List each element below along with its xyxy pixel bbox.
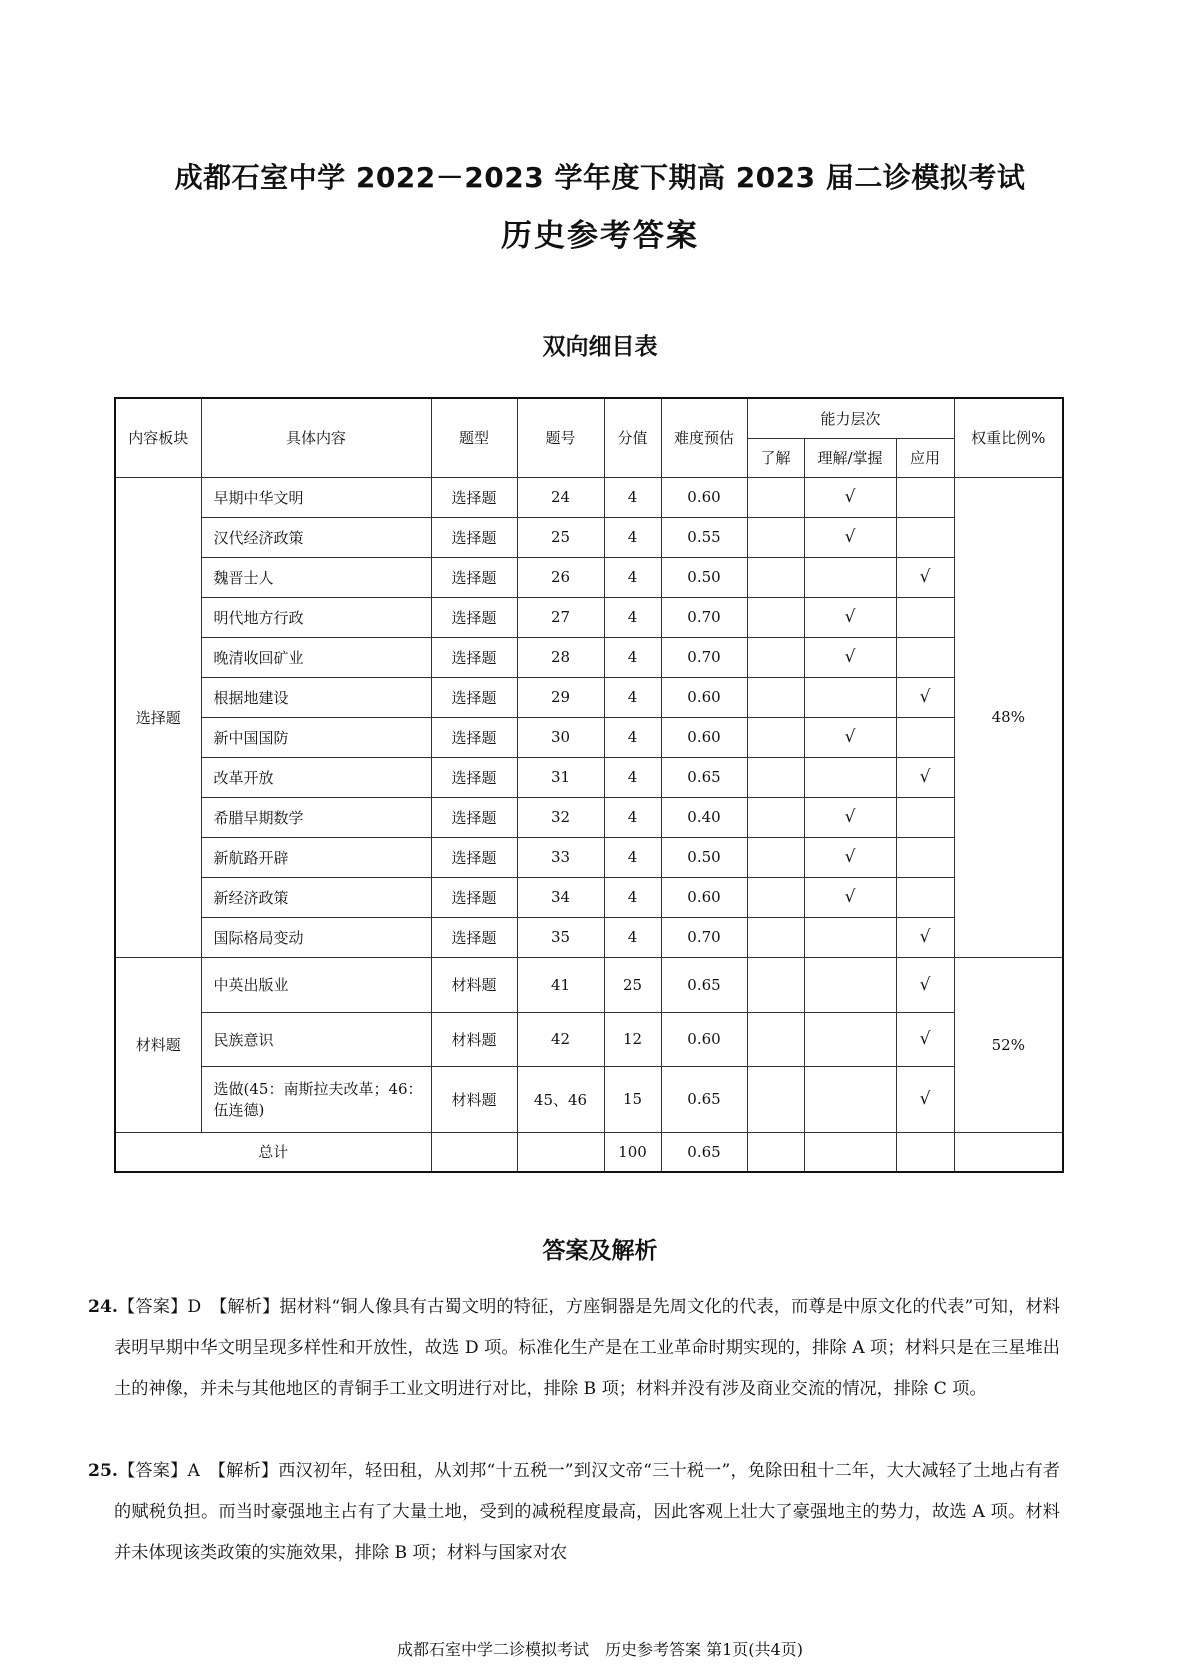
number-cell: 26	[517, 557, 604, 597]
answers-title: 答案及解析	[542, 1238, 658, 1264]
understand-check	[804, 757, 896, 797]
understand-check: √	[804, 517, 896, 557]
apply-check: √	[896, 1066, 954, 1132]
know-cell	[747, 1012, 804, 1066]
header-ability-understand: 理解/掌握	[804, 438, 896, 477]
know-cell	[747, 517, 804, 557]
apply-check	[896, 797, 954, 837]
number-cell: 30	[517, 717, 604, 757]
header-ability-apply: 应用	[896, 438, 954, 477]
score-cell: 4	[604, 917, 661, 957]
table-row	[115, 797, 1063, 837]
header-type: 题型	[431, 398, 517, 477]
know-cell	[747, 597, 804, 637]
understand-check	[804, 957, 896, 1012]
type-cell: 选择题	[431, 557, 517, 597]
table-row	[115, 837, 1063, 877]
exam-title: 成都石室中学 2022－2023 学年度下期高 2023 届二诊模拟考试	[174, 161, 1026, 194]
content-cell: 晚清收回矿业	[201, 637, 431, 677]
know-cell	[747, 957, 804, 1012]
difficulty-cell: 0.60	[661, 477, 747, 517]
answer-text: 【答案】D 【解析】据材料“铜人像具有古蜀文明的特征，方座铜器是先周文化的代表，而尊是中原文化的代表”可知，材料表明早期中华文明呈现多样性和开放性，故选 D 项。标准化生产是在工业革命时期实现的，排除 A 项；材料只是在三星堆出土的神像，并未与其他地区的青铜手工业文明进行对比，排除 B 项；材料并没有涉及商业交流的情况，排除 C 项。	[114, 1297, 1060, 1399]
score-cell: 4	[604, 557, 661, 597]
type-cell: 选择题	[431, 637, 517, 677]
type-cell: 材料题	[431, 1012, 517, 1066]
apply-check	[896, 877, 954, 917]
know-cell	[747, 477, 804, 517]
content-cell: 魏晋士人	[201, 557, 431, 597]
difficulty-cell: 0.60	[661, 1012, 747, 1066]
table-row	[115, 757, 1063, 797]
score-cell: 4	[604, 837, 661, 877]
table-row	[115, 717, 1063, 757]
understand-check: √	[804, 837, 896, 877]
content-cell: 国际格局变动	[201, 917, 431, 957]
difficulty-cell: 0.60	[661, 717, 747, 757]
apply-check	[896, 637, 954, 677]
score-cell: 12	[604, 1012, 661, 1066]
understand-check: √	[804, 637, 896, 677]
understand-check	[804, 917, 896, 957]
content-cell: 民族意识	[201, 1012, 431, 1066]
type-cell: 材料题	[431, 957, 517, 1012]
type-cell: 选择题	[431, 677, 517, 717]
answer-25	[88, 1451, 1060, 1574]
understand-check	[804, 1066, 896, 1132]
score-cell: 4	[604, 877, 661, 917]
understand-check: √	[804, 477, 896, 517]
apply-check: √	[896, 677, 954, 717]
number-cell: 29	[517, 677, 604, 717]
table-row	[115, 1012, 1063, 1066]
understand-check: √	[804, 717, 896, 757]
apply-check	[896, 717, 954, 757]
type-cell: 选择题	[431, 757, 517, 797]
type-cell: 选择题	[431, 917, 517, 957]
content-cell: 明代地方行政	[201, 597, 431, 637]
understand-check	[804, 557, 896, 597]
content-cell: 新中国国防	[201, 717, 431, 757]
score-cell: 25	[604, 957, 661, 1012]
table-row	[115, 637, 1063, 677]
number-cell: 45、46	[517, 1066, 604, 1132]
score-cell: 4	[604, 797, 661, 837]
difficulty-cell: 0.70	[661, 917, 747, 957]
table-row	[115, 597, 1063, 637]
know-cell	[747, 677, 804, 717]
page-footer: 成都石室中学二诊模拟考试 历史参考答案 第1页(共4页)	[397, 1640, 803, 1659]
block-cell: 选择题	[115, 477, 201, 957]
number-cell: 32	[517, 797, 604, 837]
header-ability: 能力层次	[747, 398, 954, 438]
content-cell: 改革开放	[201, 757, 431, 797]
number-cell: 42	[517, 1012, 604, 1066]
table-row	[115, 477, 1063, 517]
know-cell	[747, 837, 804, 877]
type-cell: 选择题	[431, 837, 517, 877]
understand-check	[804, 677, 896, 717]
know-cell	[747, 717, 804, 757]
answer-24	[88, 1287, 1060, 1410]
know-cell	[747, 877, 804, 917]
difficulty-cell: 0.65	[661, 757, 747, 797]
know-cell	[747, 757, 804, 797]
table-row	[115, 957, 1063, 1012]
block-cell: 材料题	[115, 957, 201, 1132]
number-cell: 28	[517, 637, 604, 677]
total-label: 总计	[115, 1132, 431, 1172]
score-cell: 4	[604, 477, 661, 517]
understand-check	[804, 1012, 896, 1066]
content-cell: 希腊早期数学	[201, 797, 431, 837]
table-row	[115, 517, 1063, 557]
type-cell: 选择题	[431, 477, 517, 517]
apply-check: √	[896, 557, 954, 597]
difficulty-cell: 0.60	[661, 877, 747, 917]
header-block: 内容板块	[115, 398, 201, 477]
score-cell: 4	[604, 717, 661, 757]
answer-key-title: 历史参考答案	[501, 218, 699, 254]
content-cell: 新航路开辟	[201, 837, 431, 877]
answer-number: 24.	[88, 1297, 118, 1317]
table-title: 双向细目表	[542, 334, 658, 360]
table-row	[115, 917, 1063, 957]
apply-check	[896, 837, 954, 877]
number-cell: 31	[517, 757, 604, 797]
difficulty-cell: 0.55	[661, 517, 747, 557]
understand-check: √	[804, 597, 896, 637]
apply-check	[896, 597, 954, 637]
number-cell: 41	[517, 957, 604, 1012]
number-cell: 24	[517, 477, 604, 517]
header-ability-know: 了解	[747, 438, 804, 477]
know-cell	[747, 917, 804, 957]
score-cell: 4	[604, 517, 661, 557]
specification-table	[114, 397, 1064, 1173]
header-weight: 权重比例%	[954, 398, 1063, 477]
type-cell: 选择题	[431, 877, 517, 917]
type-cell: 选择题	[431, 517, 517, 557]
table-row	[115, 877, 1063, 917]
number-cell: 35	[517, 917, 604, 957]
answer-text: 【答案】A 【解析】西汉初年，轻田租，从刘邦“十五税一”到汉文帝“三十税一”，免除田租十二年，大大减轻了土地占有者的赋税负担。而当时豪强地主占有了大量土地，受到的减税程度最高，因此客观上壮大了豪强地主的势力，故选 A 项。材料并未体现该类政策的实施效果，排除 B 项；材料与国家对农	[114, 1461, 1060, 1563]
score-cell: 4	[604, 597, 661, 637]
content-cell: 中英出版业	[201, 957, 431, 1012]
weight-cell: 48%	[954, 477, 1063, 957]
score-cell: 15	[604, 1066, 661, 1132]
header-score: 分值	[604, 398, 661, 477]
header-difficulty: 难度预估	[661, 398, 747, 477]
understand-check: √	[804, 797, 896, 837]
number-cell: 33	[517, 837, 604, 877]
difficulty-cell: 0.50	[661, 557, 747, 597]
table-row	[115, 677, 1063, 717]
difficulty-cell: 0.70	[661, 637, 747, 677]
type-cell: 材料题	[431, 1066, 517, 1132]
score-cell: 4	[604, 637, 661, 677]
know-cell	[747, 557, 804, 597]
difficulty-cell: 0.70	[661, 597, 747, 637]
apply-check	[896, 517, 954, 557]
know-cell	[747, 637, 804, 677]
header-number: 题号	[517, 398, 604, 477]
type-cell: 选择题	[431, 717, 517, 757]
score-cell: 4	[604, 757, 661, 797]
content-cell: 汉代经济政策	[201, 517, 431, 557]
content-cell: 早期中华文明	[201, 477, 431, 517]
difficulty-cell: 0.50	[661, 837, 747, 877]
understand-check: √	[804, 877, 896, 917]
apply-check	[896, 477, 954, 517]
difficulty-cell: 0.40	[661, 797, 747, 837]
score-cell: 4	[604, 677, 661, 717]
weight-cell: 52%	[954, 957, 1063, 1132]
number-cell: 34	[517, 877, 604, 917]
type-cell: 选择题	[431, 597, 517, 637]
table-row	[115, 557, 1063, 597]
header-content: 具体内容	[201, 398, 431, 477]
answer-number: 25.	[88, 1461, 118, 1481]
content-cell: 根据地建设	[201, 677, 431, 717]
difficulty-cell: 0.65	[661, 1066, 747, 1132]
apply-check: √	[896, 917, 954, 957]
content-cell: 新经济政策	[201, 877, 431, 917]
apply-check: √	[896, 1012, 954, 1066]
know-cell	[747, 797, 804, 837]
difficulty-cell: 0.60	[661, 677, 747, 717]
content-cell: 选做(45：南斯拉夫改革；46：伍连德)	[201, 1066, 431, 1132]
number-cell: 25	[517, 517, 604, 557]
total-difficulty: 0.65	[661, 1132, 747, 1172]
table-row	[115, 1066, 1063, 1132]
know-cell	[747, 1066, 804, 1132]
total-score: 100	[604, 1132, 661, 1172]
apply-check: √	[896, 757, 954, 797]
difficulty-cell: 0.65	[661, 957, 747, 1012]
apply-check: √	[896, 957, 954, 1012]
type-cell: 选择题	[431, 797, 517, 837]
number-cell: 27	[517, 597, 604, 637]
